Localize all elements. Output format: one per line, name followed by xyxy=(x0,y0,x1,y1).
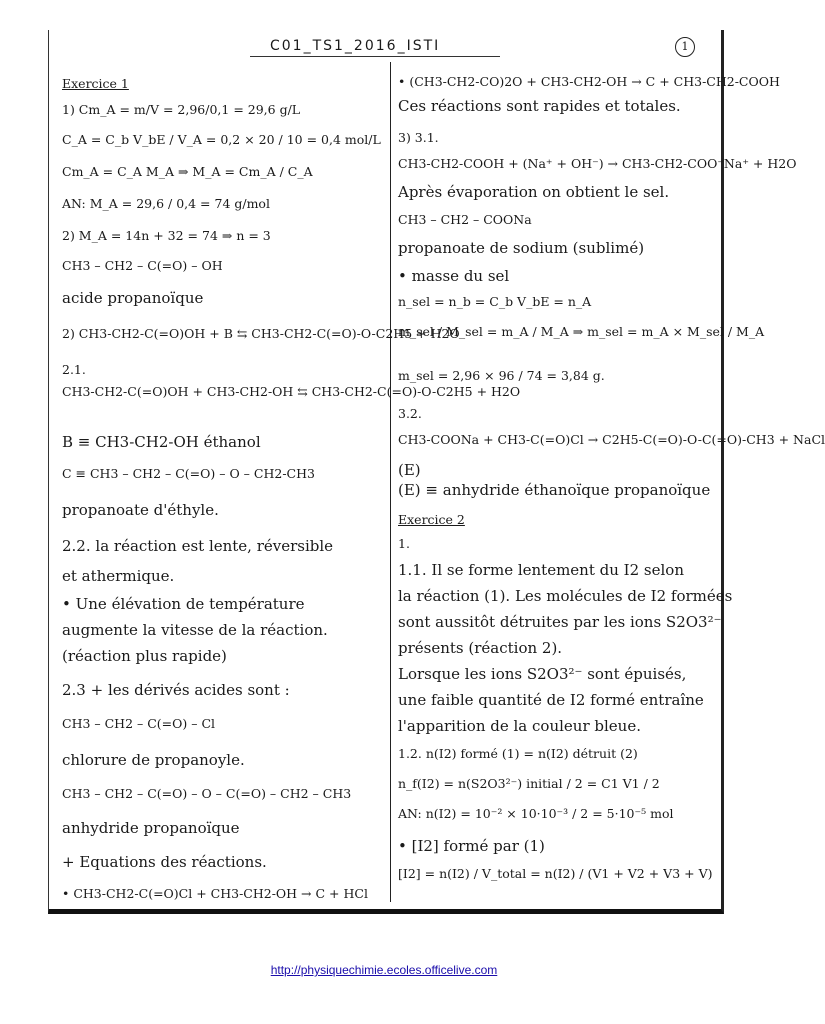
right-line-14: (E) xyxy=(398,461,421,479)
right-line-29: [I2] = n(I2) / V_total = n(I2) / (V1 + V2 + V3 + V) xyxy=(398,866,713,881)
left-line-22: chlorure de propanoyle. xyxy=(62,751,245,769)
left-line-9: 2) CH3-CH2-C(=O)OH + B ⇆ CH3-CH2-C(=O)-O-C2H5 + H2O xyxy=(62,326,460,341)
right-line-15: (E) ≡ anhydride éthanoïque propanoïque xyxy=(398,481,711,499)
left-line-26: • CH3-CH2-C(=O)Cl + CH3-CH2-OH → C + HCl xyxy=(62,886,368,901)
right-line-13: CH3-COONa + CH3-C(=O)Cl → C2H5-C(=O)-O-C(=O)-CH3 + NaCl xyxy=(398,432,825,447)
footer-link[interactable]: http://physiquechimie.ecoles.officelive.com xyxy=(270,963,498,977)
right-line-3: 3) 3.1. xyxy=(398,130,439,145)
right-line-1: • (CH3-CH2-CO)2O + CH3-CH2-OH → C + CH3-CH2-COOH xyxy=(398,74,780,89)
right-line-21: présents (réaction 2). xyxy=(398,639,563,657)
right-line-9: n_sel = n_b = C_b V_bE = n_A xyxy=(398,294,592,309)
right-line-26: n_f(I2) = n(S2O3²⁻) initial / 2 = C1 V1 / 2 xyxy=(398,776,660,791)
right-line-12: 3.2. xyxy=(398,406,422,421)
left-line-4: Cm_A = C_A M_A ⇒ M_A = Cm_A / C_A xyxy=(62,164,313,179)
header-underline xyxy=(250,56,500,57)
left-line-11: CH3-CH2-C(=O)OH + CH3-CH2-OH ⇆ CH3-CH2-C(=O)-O-C2H5 + H2O xyxy=(62,384,521,399)
right-line-2: Ces réactions sont rapides et totales. xyxy=(398,97,681,115)
right-line-23: une faible quantité de I2 formé entraîne xyxy=(398,691,704,709)
right-line-22: Lorsque les ions S2O3²⁻ sont épuisés, xyxy=(398,665,687,683)
left-line-24: anhydride propanoïque xyxy=(62,819,240,837)
left-line-18: augmente la vitesse de la réaction. xyxy=(62,621,328,639)
right-line-5: Après évaporation on obtient le sel. xyxy=(398,183,670,201)
right-line-28: • [I2] formé par (1) xyxy=(398,837,545,855)
left-line-5: AN: M_A = 29,6 / 0,4 = 74 g/mol xyxy=(62,196,270,211)
right-line-18: 1.1. Il se forme lentement du I2 selon xyxy=(398,561,684,579)
left-line-2: 1) Cm_A = m/V = 2,96/0,1 = 29,6 g/L xyxy=(62,102,301,117)
right-line-16: Exercice 2 xyxy=(398,512,465,527)
right-line-24: l'apparition de la couleur bleue. xyxy=(398,717,641,735)
left-line-8: acide propanoïque xyxy=(62,289,204,307)
right-line-27: AN: n(I2) = 10⁻² × 10·10⁻³ / 2 = 5·10⁻⁵ mol xyxy=(398,806,674,821)
left-line-25: + Equations des réactions. xyxy=(62,853,267,871)
column-divider xyxy=(390,62,391,902)
left-line-13: C ≡ CH3 – CH2 – C(=O) – O – CH2-CH3 xyxy=(62,466,315,481)
left-line-14: propanoate d'éthyle. xyxy=(62,501,219,519)
left-line-23: CH3 – CH2 – C(=O) – O – C(=O) – CH2 – CH3 xyxy=(62,786,352,801)
left-line-3: C_A = C_b V_bE / V_A = 0,2 × 20 / 10 = 0,4 mol/L xyxy=(62,132,381,147)
left-line-12: B ≡ CH3-CH2-OH éthanol xyxy=(62,433,261,451)
right-line-20: sont aussitôt détruites par les ions S2O3²⁻ xyxy=(398,613,722,631)
left-line-16: et athermique. xyxy=(62,567,175,585)
document-header-title: C01_TS1_2016_ISTI xyxy=(270,38,441,54)
right-line-4: CH3-CH2-COOH + (Na⁺ + OH⁻) → CH3-CH2-COO⁻Na⁺ + H2O xyxy=(398,156,797,171)
left-line-19: (réaction plus rapide) xyxy=(62,647,227,665)
right-line-10: m_sel / M_sel = m_A / M_A ⇒ m_sel = m_A × M_sel / M_A xyxy=(398,324,765,339)
left-line-15: 2.2. la réaction est lente, réversible xyxy=(62,537,334,555)
left-line-21: CH3 – CH2 – C(=O) – Cl xyxy=(62,716,216,731)
left-line-20: 2.3 + les dérivés acides sont : xyxy=(62,681,290,699)
left-line-10: 2.1. xyxy=(62,362,86,377)
right-line-8: • masse du sel xyxy=(398,267,510,285)
right-line-19: la réaction (1). Les molécules de I2 formées xyxy=(398,587,733,605)
left-line-7: CH3 – CH2 – C(=O) – OH xyxy=(62,258,223,273)
left-line-6: 2) M_A = 14n + 32 = 74 ⇒ n = 3 xyxy=(62,228,271,243)
left-line-1: Exercice 1 xyxy=(62,76,129,91)
right-line-7: propanoate de sodium (sublimé) xyxy=(398,239,645,257)
right-line-11: m_sel = 2,96 × 96 / 74 = 3,84 g. xyxy=(398,368,605,383)
right-line-25: 1.2. n(I2) formé (1) = n(I2) détruit (2) xyxy=(398,746,638,761)
page-number: 1 xyxy=(675,37,695,57)
right-line-17: 1. xyxy=(398,536,410,551)
right-line-6: CH3 – CH2 – COONa xyxy=(398,212,532,227)
left-line-17: • Une élévation de température xyxy=(62,595,305,613)
